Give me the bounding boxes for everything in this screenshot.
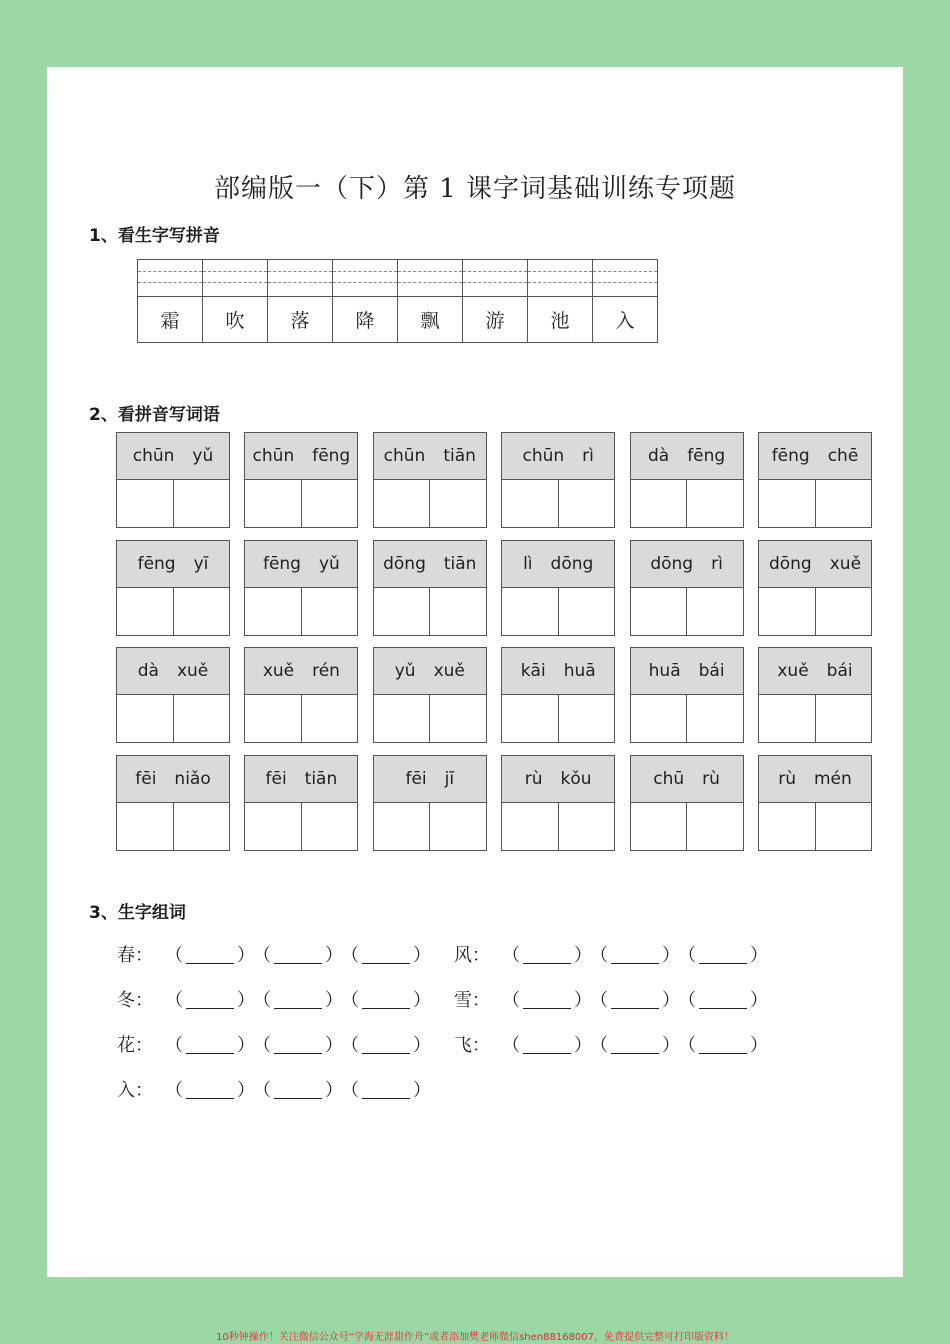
- pinyin-syllable: bái: [826, 661, 853, 681]
- word-forming-row: [117, 1031, 429, 1057]
- word-pinyin: [245, 433, 357, 480]
- pinyin-syllable: rì: [582, 446, 594, 466]
- answer-cell[interactable]: [245, 695, 302, 743]
- word-pinyin: [502, 756, 614, 803]
- word-pinyin: [759, 756, 871, 803]
- answer-cell[interactable]: [174, 695, 230, 743]
- answer-cell[interactable]: [302, 480, 358, 528]
- section-3-heading: 3、生字组词: [89, 903, 186, 923]
- word-box: [630, 755, 744, 851]
- pinyin-row: [138, 260, 658, 297]
- character-cell: 落: [268, 297, 333, 343]
- pinyin-syllable: tiān: [304, 768, 338, 789]
- word-forming-row: [454, 941, 766, 967]
- answer-cell[interactable]: [631, 803, 688, 851]
- pinyin-syllable: fēng: [262, 553, 301, 574]
- character-cell: 池: [528, 297, 593, 343]
- answer-cell[interactable]: [245, 588, 302, 636]
- answer-cell[interactable]: [245, 803, 302, 851]
- word-pinyin: [631, 433, 743, 480]
- word-forming-row: [117, 986, 429, 1012]
- pinyin-cell[interactable]: [398, 260, 463, 297]
- answer-blank[interactable]: （ ）: [502, 945, 592, 966]
- word-box: [116, 432, 230, 528]
- pinyin-syllable: rù: [702, 768, 720, 789]
- word-box: [501, 647, 615, 743]
- answer-cell[interactable]: [430, 480, 486, 528]
- answer-blank[interactable]: （ ）: [165, 1035, 255, 1056]
- answer-cell[interactable]: [559, 803, 615, 851]
- pinyin-syllable: niǎo: [174, 768, 211, 789]
- word-pinyin: [374, 756, 486, 803]
- pinyin-syllable: dōng: [550, 553, 594, 574]
- answer-cell[interactable]: [174, 803, 230, 851]
- word-box: [116, 755, 230, 851]
- section-1-heading: 1、看生字写拼音: [89, 226, 220, 246]
- answer-blank[interactable]: （ ）: [590, 945, 680, 966]
- pinyin-syllable: tiān: [443, 446, 476, 466]
- pinyin-syllable: dōng: [768, 553, 812, 574]
- pinyin-cell[interactable]: [528, 260, 593, 297]
- word-forming-row: [454, 986, 766, 1012]
- word-pinyin: [502, 541, 614, 588]
- pinyin-syllable: huā: [563, 661, 596, 681]
- word-box: [501, 432, 615, 528]
- word-box: [501, 540, 615, 636]
- pinyin-cell[interactable]: [333, 260, 398, 297]
- answer-blank[interactable]: （ ）: [341, 945, 431, 966]
- word-pinyin: [245, 541, 357, 588]
- word-box: [758, 540, 872, 636]
- pinyin-syllable: rù: [778, 768, 796, 789]
- answer-blank[interactable]: （ ）: [341, 1080, 431, 1101]
- pinyin-syllable: yǔ: [394, 661, 416, 681]
- word-box: [373, 432, 487, 528]
- word-pinyin: [631, 756, 743, 803]
- word-pinyin: [117, 756, 229, 803]
- answer-blank[interactable]: （ ）: [253, 1035, 343, 1056]
- answer-cell[interactable]: [430, 588, 486, 636]
- word-pinyin: [374, 541, 486, 588]
- pinyin-syllable: fēng: [771, 446, 810, 466]
- answer-blank[interactable]: （ ）: [502, 1035, 592, 1056]
- character-cell: 飘: [398, 297, 463, 343]
- answer-cell[interactable]: [687, 695, 743, 743]
- answer-blank[interactable]: （ ）: [678, 1035, 768, 1056]
- pinyin-syllable: lì: [523, 553, 533, 574]
- word-pinyin: [631, 541, 743, 588]
- pinyin-cell[interactable]: [268, 260, 333, 297]
- pinyin-word-grid: [116, 432, 874, 852]
- word-pinyin: [759, 648, 871, 695]
- character-cell: 入: [593, 297, 658, 343]
- pinyin-syllable: xuě: [262, 661, 295, 681]
- answer-cell[interactable]: [502, 695, 559, 743]
- answer-blank[interactable]: （ ）: [590, 1035, 680, 1056]
- word-pinyin: [117, 433, 229, 480]
- word-box: [630, 647, 744, 743]
- footer-note: 10秒钟操作！关注微信公众号“学海无涯甜作舟”或者添加樊老师微信shen88168007，免费提供完整可打印版资料！: [215, 1332, 735, 1343]
- word-pinyin: [117, 648, 229, 695]
- word-box: [244, 432, 358, 528]
- answer-cell[interactable]: [302, 803, 358, 851]
- pinyin-cell[interactable]: [463, 260, 528, 297]
- answer-cell[interactable]: [174, 588, 230, 636]
- answer-cell[interactable]: [174, 480, 230, 528]
- pinyin-syllable: chū: [653, 768, 685, 789]
- pinyin-syllable: xuě: [777, 661, 809, 681]
- word-box: [758, 432, 872, 528]
- word-box: [116, 647, 230, 743]
- answer-cell[interactable]: [816, 480, 872, 528]
- answer-cell[interactable]: [759, 803, 816, 851]
- word-forming-character: 风：: [454, 945, 490, 966]
- pinyin-syllable: rù: [524, 768, 543, 789]
- word-box: [116, 540, 230, 636]
- answer-blank[interactable]: （ ）: [253, 945, 343, 966]
- answer-cell[interactable]: [631, 695, 688, 743]
- pinyin-syllable: dà: [647, 446, 670, 466]
- pinyin-cell[interactable]: [203, 260, 268, 297]
- word-box: [244, 755, 358, 851]
- page-title: 部编版一（下）第 1 课字词基础训练专项题: [213, 174, 737, 204]
- pinyin-syllable: dà: [137, 661, 159, 681]
- word-pinyin: [759, 433, 871, 480]
- answer-cell[interactable]: [502, 480, 559, 528]
- answer-cell[interactable]: [245, 480, 302, 528]
- answer-cell[interactable]: [687, 480, 743, 528]
- word-forming-character: 花：: [117, 1035, 153, 1056]
- answer-cell[interactable]: [374, 695, 431, 743]
- answer-cell[interactable]: [559, 695, 615, 743]
- word-box: [501, 755, 615, 851]
- answer-cell[interactable]: [117, 480, 174, 528]
- word-pinyin: [117, 541, 229, 588]
- answer-cell[interactable]: [631, 588, 688, 636]
- word-pinyin: [759, 541, 871, 588]
- answer-cell[interactable]: [502, 588, 559, 636]
- pinyin-syllable: chūn: [252, 446, 295, 466]
- pinyin-syllable: fēng: [687, 446, 726, 466]
- word-pinyin: [374, 648, 486, 695]
- pinyin-syllable: mén: [813, 768, 852, 789]
- character-cell: 游: [463, 297, 528, 343]
- answer-cell[interactable]: [430, 695, 486, 743]
- answer-blank[interactable]: （ ）: [341, 1035, 431, 1056]
- pinyin-syllable: bái: [698, 661, 725, 681]
- answer-blank[interactable]: （ ）: [253, 990, 343, 1011]
- word-pinyin: [502, 648, 614, 695]
- pinyin-syllable: dōng: [383, 553, 426, 574]
- pinyin-syllable: kǒu: [560, 768, 592, 789]
- answer-cell[interactable]: [631, 480, 688, 528]
- answer-blank[interactable]: （ ）: [678, 945, 768, 966]
- word-pinyin: [245, 756, 357, 803]
- word-forming-character: 飞：: [454, 1035, 490, 1056]
- answer-blank[interactable]: （ ）: [253, 1080, 343, 1101]
- pinyin-syllable: yǔ: [192, 446, 214, 466]
- answer-cell[interactable]: [816, 695, 872, 743]
- answer-cell[interactable]: [687, 803, 743, 851]
- word-forming-character: 春：: [117, 945, 153, 966]
- word-box: [373, 540, 487, 636]
- answer-cell[interactable]: [816, 803, 872, 851]
- word-forming-character: 冬：: [117, 990, 153, 1011]
- answer-blank[interactable]: （ ）: [502, 990, 592, 1011]
- word-pinyin: [374, 433, 486, 480]
- answer-cell[interactable]: [117, 803, 174, 851]
- answer-cell[interactable]: [502, 803, 559, 851]
- word-box: [373, 647, 487, 743]
- word-box: [630, 432, 744, 528]
- answer-cell[interactable]: [687, 588, 743, 636]
- pinyin-syllable: fēng: [312, 446, 351, 466]
- character-cell: 降: [333, 297, 398, 343]
- pinyin-syllable: tiān: [443, 553, 477, 574]
- pinyin-syllable: xuě: [433, 661, 465, 681]
- pinyin-syllable: chūn: [522, 446, 565, 466]
- character-row: [138, 297, 658, 343]
- pinyin-syllable: xuě: [176, 661, 209, 681]
- pinyin-syllable: rén: [312, 661, 340, 681]
- pinyin-cell[interactable]: [138, 260, 203, 297]
- answer-cell[interactable]: [559, 480, 615, 528]
- word-box: [630, 540, 744, 636]
- answer-cell[interactable]: [117, 695, 174, 743]
- pinyin-syllable: dōng: [650, 553, 694, 574]
- answer-cell[interactable]: [430, 803, 486, 851]
- pinyin-syllable: jī: [444, 768, 455, 789]
- pinyin-syllable: chē: [827, 446, 859, 466]
- pinyin-syllable: fēi: [135, 768, 157, 789]
- pinyin-syllable: chūn: [132, 446, 175, 466]
- pinyin-syllable: yī: [193, 553, 209, 574]
- section-2-heading: 2、看拼音写词语: [89, 405, 220, 425]
- word-box: [758, 647, 872, 743]
- pinyin-syllable: chūn: [383, 446, 426, 466]
- answer-cell[interactable]: [302, 588, 358, 636]
- answer-cell[interactable]: [117, 588, 174, 636]
- answer-cell[interactable]: [816, 588, 872, 636]
- answer-cell[interactable]: [374, 480, 431, 528]
- answer-blank[interactable]: （ ）: [341, 990, 431, 1011]
- word-forming-row: [454, 1031, 766, 1057]
- word-box: [373, 755, 487, 851]
- word-box: [244, 540, 358, 636]
- character-cell: 霜: [138, 297, 203, 343]
- word-forming-character: 雪：: [454, 990, 490, 1011]
- answer-cell[interactable]: [374, 588, 431, 636]
- answer-blank[interactable]: （ ）: [590, 990, 680, 1011]
- answer-cell[interactable]: [559, 588, 615, 636]
- pinyin-syllable: rì: [711, 553, 723, 574]
- pinyin-syllable: fēi: [265, 768, 287, 789]
- pinyin-syllable: fēng: [137, 553, 176, 574]
- word-forming-row: [117, 941, 429, 967]
- answer-cell[interactable]: [374, 803, 431, 851]
- answer-blank[interactable]: （ ）: [165, 945, 255, 966]
- word-forming-row: [117, 1076, 429, 1102]
- answer-cell[interactable]: [759, 588, 816, 636]
- pinyin-writing-table: [137, 259, 658, 343]
- answer-cell[interactable]: [759, 695, 816, 743]
- word-pinyin: [631, 648, 743, 695]
- word-box: [244, 647, 358, 743]
- word-forming-character: 入：: [117, 1080, 153, 1101]
- word-pinyin: [502, 433, 614, 480]
- pinyin-syllable: xuě: [829, 553, 862, 574]
- pinyin-cell[interactable]: [593, 260, 658, 297]
- answer-blank[interactable]: （ ）: [678, 990, 768, 1011]
- word-pinyin: [245, 648, 357, 695]
- character-cell: 吹: [203, 297, 268, 343]
- pinyin-syllable: huā: [648, 661, 681, 681]
- answer-blank[interactable]: （ ）: [165, 1080, 255, 1101]
- word-box: [758, 755, 872, 851]
- answer-cell[interactable]: [759, 480, 816, 528]
- pinyin-syllable: kāi: [520, 661, 546, 681]
- answer-cell[interactable]: [302, 695, 358, 743]
- pinyin-syllable: fēi: [405, 768, 427, 789]
- answer-blank[interactable]: （ ）: [165, 990, 255, 1011]
- pinyin-syllable: yǔ: [318, 553, 340, 574]
